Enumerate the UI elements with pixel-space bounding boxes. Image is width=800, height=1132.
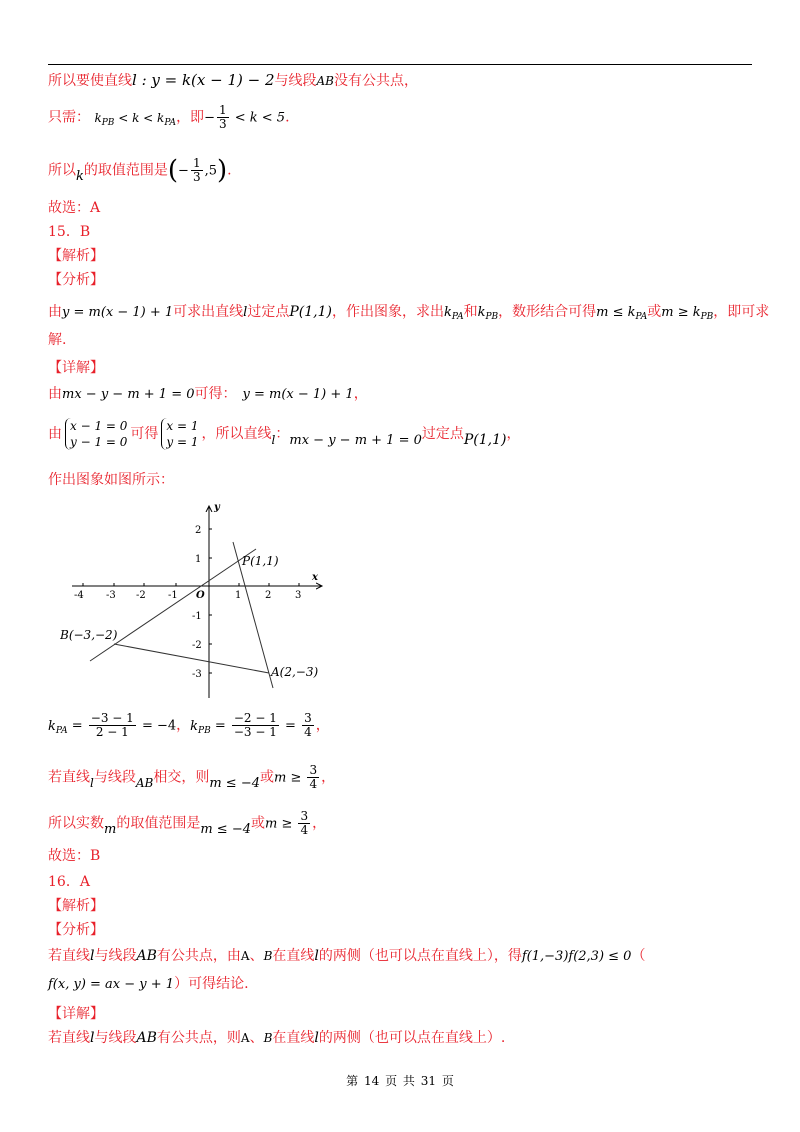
text-line [48,764,335,791]
equation: y = m(x − 1) + 1 [242,387,354,402]
point-label: A [240,1031,250,1045]
fraction-numerator: 1 [218,103,227,117]
equation: y = m(x − 1) + 1 [62,305,174,320]
inequality: m ≥ [264,816,297,832]
text-span: 相交，则 [153,769,210,786]
equation: x = 1 [166,419,199,433]
slope-symbol: k [190,718,199,734]
page-footer [0,1072,800,1089]
text-span: 没有公共点， [334,73,418,89]
text-line: 解. [48,332,67,348]
slope-symbol: k [94,110,102,125]
minus-sign: − [204,110,215,126]
text-span: . [227,162,232,179]
equation-system [65,418,127,450]
point-label: B [263,1031,273,1045]
text-span: ， [176,717,191,734]
x-tick-label: 3 [295,590,302,601]
fraction-numerator: 1 [192,156,201,170]
slope-symbol: k [443,305,452,320]
segment-label: AB [316,74,334,88]
variable: l [90,1030,95,1046]
text-span: 与线段 [94,1030,137,1046]
subscript: PB [700,312,714,322]
slope-symbol: k [48,718,56,734]
text-span: 所以实数 [48,815,104,832]
text-line [48,302,769,327]
fraction-denominator: 4 [300,823,309,837]
minus-sign: − [178,163,189,179]
y-tick-label: 2 [195,525,202,536]
x-axis-label: x [312,572,318,583]
text-span: ，作出图象，求出 [331,304,444,320]
subscript: PA [164,117,177,128]
point-a-label: A(2,−3) [271,665,319,679]
y-tick-label: -3 [192,669,202,680]
x-tick-label: 2 [265,590,272,601]
variable: l [314,1030,319,1046]
text-span: 只需： [48,109,90,126]
text-span: 的两侧（也可以点在直线上）. [318,1030,506,1046]
inequality: m ≤ −4 [209,775,260,791]
text-line [48,946,645,967]
point-label: P(1,1) [463,432,507,448]
x-tick-label: 1 [235,590,242,601]
inequality: m ≤ −4 [200,821,251,837]
point-label: A [240,949,250,963]
origin-label: O [196,590,205,601]
equals: = [210,718,230,734]
equation: x − 1 = 0 [70,419,128,433]
header-rule [48,64,752,65]
text-span: 与线段 [94,948,137,964]
point-label: P(1,1) [289,304,332,320]
fraction-numerator: 3 [300,809,309,823]
text-span: （ [631,948,646,964]
total-pages: 31 [420,1074,437,1088]
x-tick-label: -1 [168,590,178,601]
x-tick-label: -3 [106,590,116,601]
equation: y = 1 [166,435,199,449]
paren: ) [217,155,228,186]
text-span: ， [353,386,368,402]
section-heading-analysis: 【解析】 [48,898,104,914]
text-span: ， [321,769,336,786]
paren: ( [167,155,179,186]
text-line [48,974,249,995]
coordinate-graph [60,498,340,698]
fraction-numerator: −3 − 1 [90,711,134,725]
answer-line: 故选：A [48,200,101,216]
inequality: m ≥ [273,770,306,786]
fraction-numerator: −2 − 1 [233,711,277,725]
footer-text: 页 [441,1074,454,1088]
text-span: 若直线 [48,769,90,786]
text-span: 可求出直线 [173,304,244,320]
equation: y − 1 = 0 [70,435,128,449]
equation: f(x, y) = ax − y + 1 [48,977,175,992]
segment-label: AB [136,948,157,964]
fraction-denominator: 3 [218,117,227,131]
y-tick-label: -1 [192,611,202,622]
section-heading-outline: 【分析】 [48,272,104,288]
text-span: 的两侧（也可以点在直线上），得 [318,948,522,964]
text-span: 有公共点，由 [156,948,241,964]
text-line [48,384,368,405]
section-heading-analysis: 【解析】 [48,248,104,264]
equation-system [161,418,198,450]
fraction-denominator: 4 [309,777,318,791]
text-span: ， [315,717,330,734]
question-number: 15．B [48,224,91,240]
x-tick-label: -2 [136,590,146,601]
text-span: 所以 [48,162,76,179]
inequality: m ≥ k [661,305,701,320]
text-span: 在直线 [272,1030,315,1046]
text-span: ，所以直线 [201,426,272,442]
footer-text: 页 [385,1074,398,1088]
text-span: 可得： [194,386,237,402]
text-span: ，即 [176,109,205,126]
text-span: ，数形结合可得 [498,304,597,320]
point-label: B [263,949,273,963]
variable: l [271,433,276,447]
text-line [48,418,521,450]
subscript: PA [451,312,464,322]
equation: mx − y − m + 1 = 0 [62,387,195,402]
fraction-denominator: 4 [304,725,312,739]
value: ,5 [204,163,217,179]
variable: l [314,948,319,964]
text-line [48,810,326,837]
section-heading-detail: 【详解】 [48,360,104,376]
text-span: ： [275,426,290,442]
text-span: 过定点 [247,304,290,320]
footer-text: 共 [402,1074,415,1088]
text-span: 和 [463,304,478,320]
fraction-numerator: 3 [304,711,312,725]
y-tick-label: 1 [195,554,202,565]
inequality: < k < 5 [230,110,286,126]
answer-line: 故选：B [48,848,101,864]
text-span: 由 [48,426,62,442]
text-span: . [285,109,290,126]
text-span: 或 [647,304,662,320]
question-number: 16．A [48,874,90,890]
text-span: 、 [249,1030,264,1046]
fraction-denominator: −3 − 1 [233,725,277,739]
section-heading-detail: 【详解】 [48,1006,104,1022]
equation: f(1,−3)f(2,3) ≤ 0 [521,949,632,964]
variable: l [90,948,95,964]
text-span: 与线段 [274,73,317,89]
text-span: 由 [48,304,62,320]
fraction-denominator: 3 [192,170,201,184]
text-span: 有公共点，则 [156,1030,241,1046]
text-span: 的取值范围是 [83,162,168,179]
text-line: 作出图象如图所示： [48,472,174,488]
text-span: 或 [250,815,265,832]
text-span: ， [506,426,521,442]
text-line [48,70,418,91]
slope-symbol: k [477,305,486,320]
text-span: ， [312,815,327,832]
subscript: PB [198,725,211,736]
text-span: 若直线 [48,1030,90,1046]
y-tick-label: -2 [192,640,202,651]
text-span: 在直线 [272,948,315,964]
point-b-label: B(−3,−2) [60,628,118,642]
equation: mx − y − m + 1 = 0 [289,433,422,448]
equals: = [67,718,87,734]
inequality: m ≤ k [596,305,636,320]
variable: m [104,821,117,837]
variable: l [90,775,94,790]
segment-label: AB [135,775,154,790]
subscript: PB [485,312,499,322]
subscript: PA [55,725,68,736]
text-span: 可得 [130,426,159,442]
footer-text: 第 [346,1074,359,1088]
text-span: 、 [249,948,264,964]
text-span: ）可得结论. [174,976,249,992]
inequality: < k < [114,110,158,125]
text-span: 由 [48,386,62,402]
page-number: 14 [363,1074,380,1088]
section-heading-outline: 【分析】 [48,922,104,938]
text-span: 的取值范围是 [116,815,201,832]
text-span: ，即可求 [713,304,770,320]
value: = −4 [137,718,177,734]
point-p-label: P(1,1) [242,554,279,568]
slope-symbol: k [157,110,165,125]
subscript: PA [635,312,648,322]
equation: l : y = k(x − 1) − 2 [132,71,275,89]
fraction-numerator: 3 [309,763,318,777]
text-line [48,157,232,184]
text-span: 所以要使直线 [48,73,132,89]
y-axis-label: y [214,502,220,513]
variable: k [76,168,84,184]
text-line [48,712,330,741]
text-span: 或 [259,769,274,786]
segment-label: AB [136,1030,157,1046]
text-span: 若直线 [48,948,90,964]
variable: l [243,305,248,320]
equals: = [280,718,301,734]
text-span: 过定点 [421,426,464,442]
text-line [48,104,290,133]
x-tick-label: -4 [74,590,84,601]
text-line [48,1028,505,1048]
fraction-denominator: 2 − 1 [95,725,129,739]
subscript: PB [101,117,115,128]
text-span: 与线段 [93,769,136,786]
